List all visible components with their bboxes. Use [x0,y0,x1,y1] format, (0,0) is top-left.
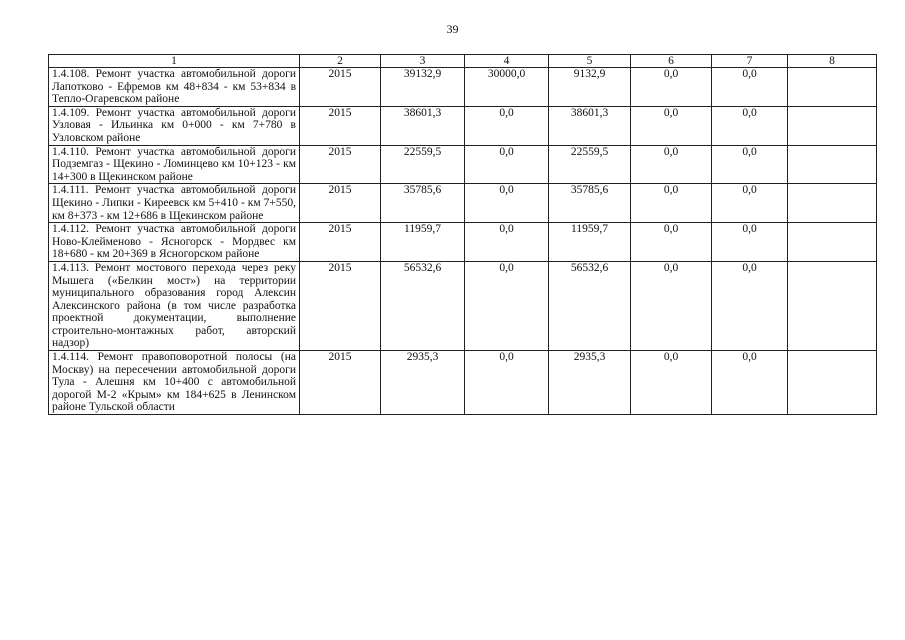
table-row [49,106,877,145]
row-col6: 0,0 [631,68,712,107]
row-col5: 11959,7 [549,223,631,262]
row-col3: 22559,5 [381,145,465,184]
row-col8 [788,261,877,350]
row-col8 [788,145,877,184]
column-header: 4 [465,55,549,68]
row-col8 [788,106,877,145]
row-col3: 38601,3 [381,106,465,145]
row-name: 1.4.111. Ремонт участка автомобильной дороги Щекино - Липки - Киреевск км 5+410 - км 7+550, км 8+373 - км 12+686 в Щекинском районе [49,184,300,223]
row-col7: 0,0 [712,351,788,415]
row-col5: 38601,3 [549,106,631,145]
page-number: 39 [446,22,459,36]
row-year: 2015 [300,145,381,184]
row-year: 2015 [300,106,381,145]
row-col5: 56532,6 [549,261,631,350]
column-header: 3 [381,55,465,68]
row-name: 1.4.109. Ремонт участка автомобильной дороги Узловая - Ильинка км 0+000 - км 7+780 в Узловском районе [49,106,300,145]
row-year: 2015 [300,184,381,223]
budget-table [48,54,877,415]
row-col6: 0,0 [631,145,712,184]
row-year: 2015 [300,261,381,350]
row-year: 2015 [300,351,381,415]
row-col4: 0,0 [465,351,549,415]
row-col5: 22559,5 [549,145,631,184]
row-col5: 2935,3 [549,351,631,415]
row-col6: 0,0 [631,351,712,415]
row-col3: 39132,9 [381,68,465,107]
table-row [49,223,877,262]
header-row [49,55,877,68]
row-col7: 0,0 [712,145,788,184]
row-col4: 0,0 [465,261,549,350]
row-col8 [788,184,877,223]
row-col6: 0,0 [631,261,712,350]
row-name: 1.4.110. Ремонт участка автомобильной дороги Подземгаз - Щекино - Ломинцево км 10+123 - км 14+300 в Щекинском районе [49,145,300,184]
row-col7: 0,0 [712,68,788,107]
row-name: 1.4.114. Ремонт правоповоротной полосы (на Москву) на пересечении автомобильной дороги Тула - Алешня км 10+400 с автомобильной дорогой М-2 «Крым» км 184+625 в Ленинском районе Тульской области [49,351,300,415]
column-header: 7 [712,55,788,68]
row-col8 [788,351,877,415]
row-col5: 9132,9 [549,68,631,107]
row-col4: 0,0 [465,184,549,223]
table-row [49,351,877,415]
row-year: 2015 [300,223,381,262]
row-col4: 0,0 [465,145,549,184]
row-col7: 0,0 [712,223,788,262]
row-col4: 0,0 [465,223,549,262]
row-col8 [788,223,877,262]
table-row [49,145,877,184]
table-row [49,68,877,107]
row-col3: 56532,6 [381,261,465,350]
row-col6: 0,0 [631,223,712,262]
column-header: 6 [631,55,712,68]
column-header: 5 [549,55,631,68]
row-col7: 0,0 [712,184,788,223]
row-col7: 0,0 [712,106,788,145]
column-header: 8 [788,55,877,68]
row-col4: 0,0 [465,106,549,145]
row-col4: 30000,0 [465,68,549,107]
table-row [49,184,877,223]
row-name: 1.4.108. Ремонт участка автомобильной дороги Лапотково - Ефремов км 48+834 - км 53+834 в Тепло-Огаревском районе [49,68,300,107]
column-header: 2 [300,55,381,68]
row-col6: 0,0 [631,106,712,145]
row-col3: 35785,6 [381,184,465,223]
row-col7: 0,0 [712,261,788,350]
column-header: 1 [49,55,300,68]
row-col8 [788,68,877,107]
row-name: 1.4.112. Ремонт участка автомобильной дороги Ново-Клейменово - Ясногорск - Мордвес км 18+680 - км 20+369 в Ясногорском районе [49,223,300,262]
row-year: 2015 [300,68,381,107]
row-col3: 2935,3 [381,351,465,415]
row-col6: 0,0 [631,184,712,223]
row-name: 1.4.113. Ремонт мостового перехода через реку Мышега («Белкин мост») на территории муниципального образования город Алексин Алексинского района (в том числе разработка проектной документации, выполнение строительно-монтажных работ, авторский надзор) [49,261,300,350]
row-col5: 35785,6 [549,184,631,223]
table-row [49,261,877,350]
row-col3: 11959,7 [381,223,465,262]
